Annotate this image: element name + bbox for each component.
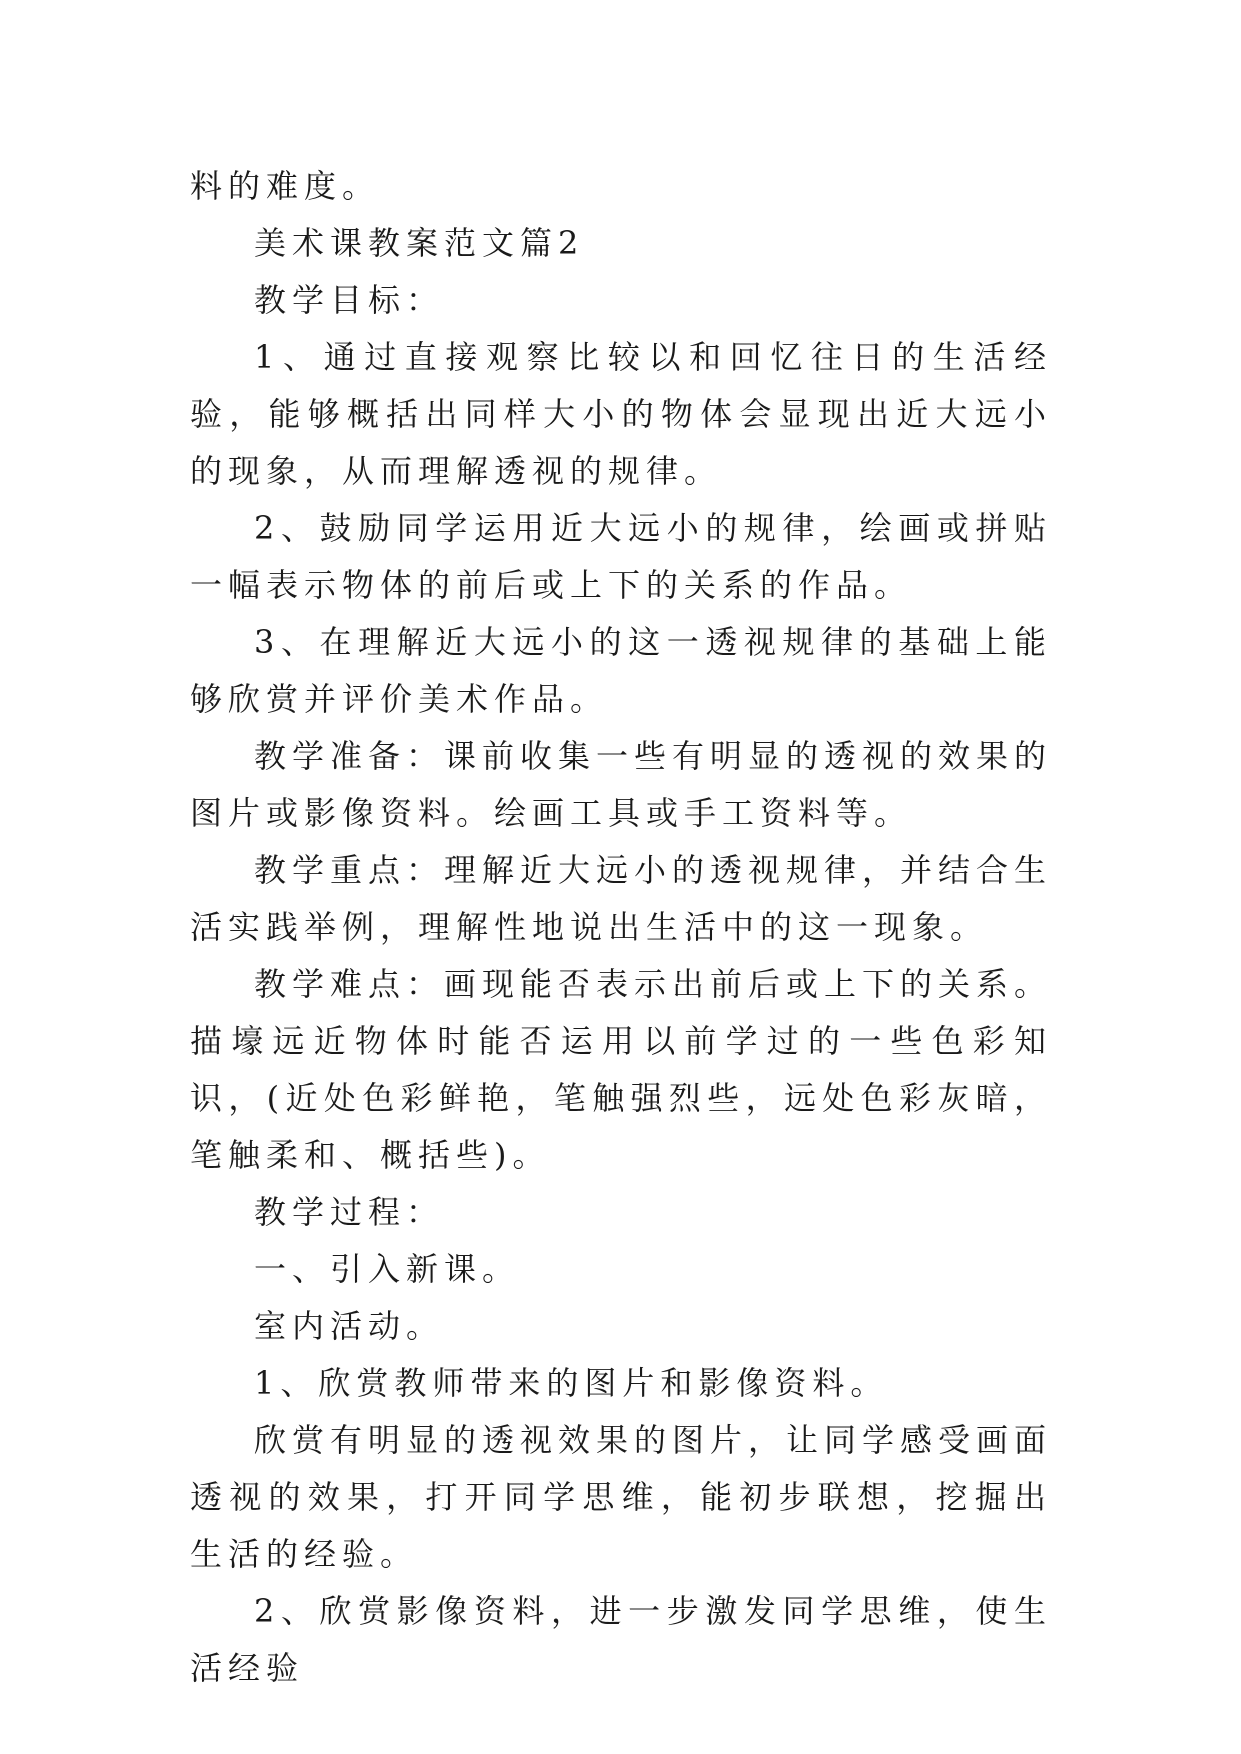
goal-item-2: 2、鼓励同学运用近大远小的规律，绘画或拼贴一幅表示物体的前后或上下的关系的作品。	[190, 509, 1052, 604]
paragraph-continuation: 料的难度。	[190, 167, 381, 205]
heading-teaching-goals: 教学目标：	[254, 281, 445, 319]
process-step-1: 一、引入新课。	[254, 1250, 521, 1288]
activity-description: 欣赏有明显的透视效果的图片，让同学感受画面透视的效果，打开同学思维，能初步联想，挖掘出生活的经验。	[190, 1421, 1053, 1573]
activity-item-1: 1、欣赏教师带来的图片和影像资料。	[254, 1364, 889, 1402]
activity-item-2: 2、欣赏影像资料，进一步激发同学思维，使生活经验	[190, 1592, 1052, 1687]
teaching-key-points: 教学重点：理解近大远小的透视规律，并结合生活实践举例，理解性地说出生活中的这一现象。	[190, 851, 1053, 946]
section-title: 美术课教案范文篇2	[254, 224, 585, 262]
document-body	[190, 158, 1052, 1697]
teaching-difficulties: 教学难点：画现能否表示出前后或上下的关系。描壕远近物体时能否运用以前学过的一些色彩知识，(近处色彩鲜艳，笔触强烈些，远处色彩灰暗，笔触柔和、概括些)。	[190, 965, 1053, 1174]
teaching-preparation: 教学准备：课前收集一些有明显的透视的效果的图片或影像资料。绘画工具或手工资料等。	[190, 737, 1053, 832]
goal-item-1: 1、通过直接观察比较以和回忆往日的生活经验，能够概括出同样大小的物体会显现出近大远小的现象，从而理解透视的规律。	[190, 338, 1052, 490]
goal-item-3: 3、在理解近大远小的这一透视规律的基础上能够欣赏并评价美术作品。	[190, 623, 1052, 718]
heading-teaching-process: 教学过程：	[254, 1193, 445, 1231]
indoor-activity: 室内活动。	[254, 1307, 445, 1345]
